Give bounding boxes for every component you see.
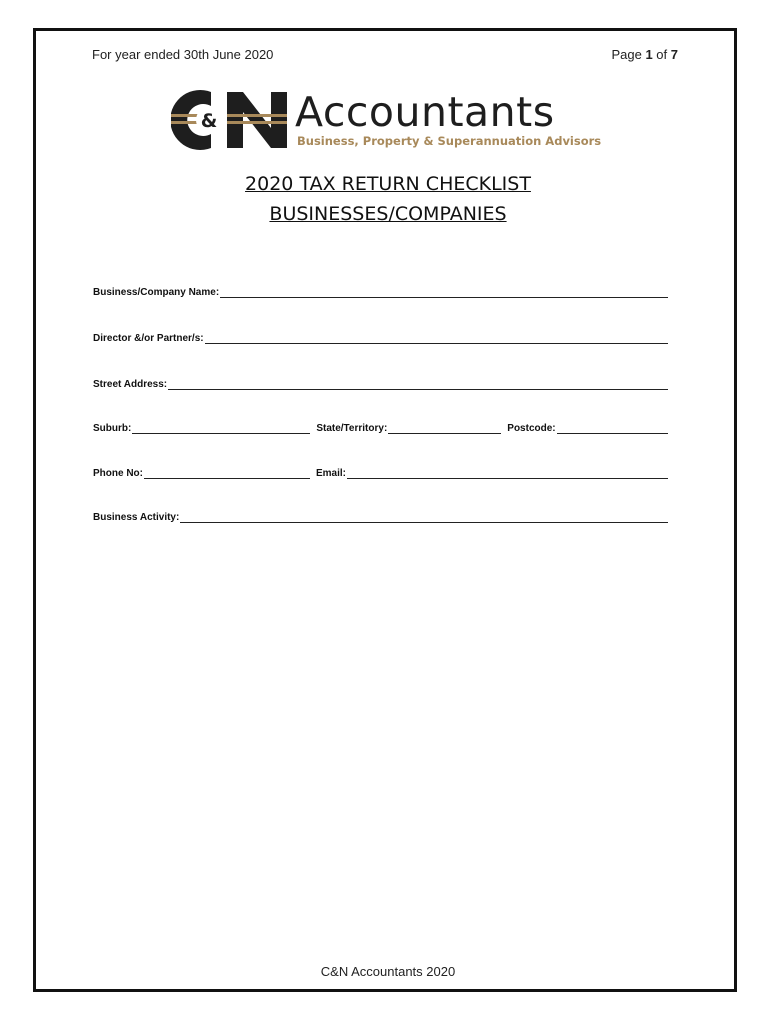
postcode-field[interactable]: [557, 423, 668, 434]
phone-field[interactable]: [144, 468, 310, 479]
director-field[interactable]: [205, 333, 668, 344]
email-field[interactable]: [347, 468, 668, 479]
street-address-field[interactable]: [168, 379, 668, 390]
street-address-row: [93, 379, 668, 390]
document-page: [33, 28, 737, 992]
page-footer: C&N Accountants 2020: [320, 964, 456, 979]
street-address-label: Street Address:: [93, 379, 168, 390]
business-name-field[interactable]: [220, 287, 668, 298]
state-label: State/Territory:: [316, 423, 388, 434]
postcode-label: Postcode:: [507, 423, 556, 434]
document-title-line2: BUSINESSES/COMPANIES: [269, 203, 507, 225]
phone-email-row: [93, 468, 668, 479]
business-activity-row: [93, 512, 668, 523]
suburb-field[interactable]: [132, 423, 310, 434]
business-activity-label: Business Activity:: [93, 512, 180, 523]
state-field[interactable]: [388, 423, 501, 434]
business-activity-field[interactable]: [180, 512, 668, 523]
business-name-row: [93, 287, 668, 298]
page-prefix: Page: [611, 47, 642, 62]
logo-wordmark: Accountants: [295, 88, 555, 136]
business-name-label: Business/Company Name:: [93, 287, 220, 298]
page-total: 7: [670, 47, 678, 62]
phone-label: Phone No:: [93, 468, 143, 479]
cn-logo-mark-icon: [171, 88, 293, 152]
logo-ampersand: &: [200, 110, 218, 132]
page-current: 1: [645, 47, 653, 62]
header-year: For year ended 30th June 2020: [92, 47, 274, 62]
suburb-label: Suburb:: [93, 423, 132, 434]
director-label: Director &/or Partner/s:: [93, 333, 204, 344]
suburb-state-postcode-row: [93, 423, 668, 434]
director-row: [93, 333, 668, 344]
document-title-line1: 2020 TAX RETURN CHECKLIST: [245, 173, 531, 195]
email-label: Email:: [316, 468, 347, 479]
page-of: of: [656, 47, 668, 62]
company-logo: [171, 86, 611, 158]
logo-tagline: Business, Property & Superannuation Advisors: [297, 134, 602, 148]
header-page-number: [611, 47, 678, 62]
